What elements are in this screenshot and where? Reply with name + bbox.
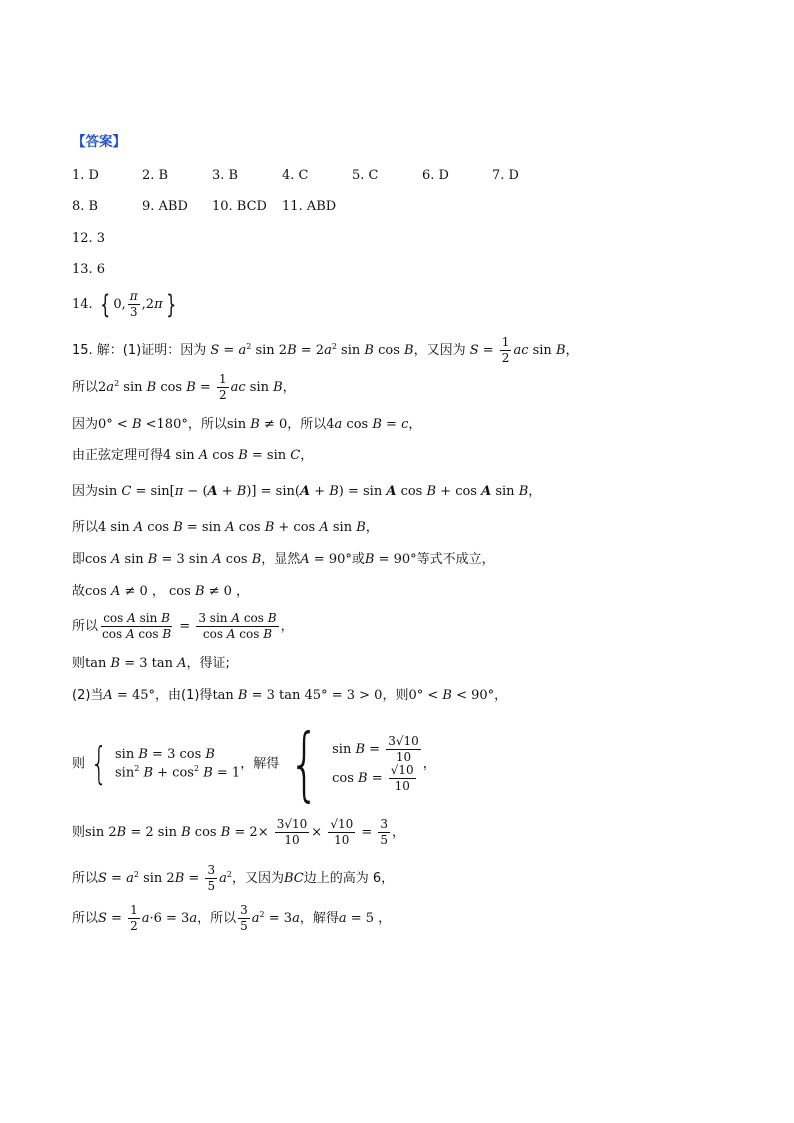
answer-item: 12. 3 — [72, 231, 106, 246]
solution-line: 故cos A ≠ 0 ， cos B ≠ 0 ， — [72, 584, 250, 599]
solution-line: 由正弦定理可得4 sin A cos B = sin C， — [72, 448, 314, 463]
answer-item: 1. D — [72, 168, 99, 183]
solution-line: 所以4 sin A cos B = sin A cos B + cos A sin B， — [72, 520, 379, 535]
solution-line: 所以 $\frac{\text{cos A sin B}}{\text{cos A cos B}}$ = $\frac{\text{3 sin A cos B}}{\text{cos A cos B}}$ ， — [72, 611, 294, 642]
solution-line: (2)当A = 45°，由(1)得tan B = 3 tan 45° = 3 > 0，则0° < B < 90°， — [72, 688, 508, 703]
answer-14: 14. { 0, $\frac{\pi}{3}$ ,2π } — [72, 289, 176, 320]
answer-item: 7. D — [492, 168, 519, 183]
answer-14-label: 14. — [72, 297, 93, 313]
solution-line: 即cos A sin B = 3 sin A cos B，显然A = 90°或B = 90°等式不成立， — [72, 552, 495, 567]
answer-item: 3. B — [212, 168, 239, 183]
answer-item: 4. C — [282, 168, 309, 183]
solution-line: 所以$S = a^2$ sin 2B = $\frac{3}{5}$ $a^2$，又因为BC边上的高为 6， — [72, 863, 395, 894]
answer-item: 2. B — [142, 168, 169, 183]
answer-item: 10. BCD — [212, 199, 267, 214]
answer-heading: 【答案】 — [72, 134, 126, 150]
answer-item: 13. 6 — [72, 262, 106, 277]
answer-item: 11. ABD — [282, 199, 337, 214]
solution-line: 所以$2a^2$ sin B cos B = $\frac{1}{2}$ ac sin B， — [72, 372, 296, 403]
solution-line: 15. 解：(1)证明：因为 $S = a^2$ $\sin 2B = 2a^2$ sin B cos B，又因为 S = $\frac{1}{2}$ ac sin B， — [72, 335, 579, 366]
solution-line: 则 { sin B = 3 cos B $\sin^2 B + \cos^2 B = 1$ ，解得 { sin B = $\frac{3√10}{10}$ cos B = $\frac{√10}{10}$ ， — [72, 717, 436, 810]
answer-item: 8. B — [72, 199, 99, 214]
solution-line: 因为0° < B <180°，所以sin B ≠ 0，所以4a cos B = c， — [72, 417, 422, 432]
solution-line: 则tan B = 3 tan A，得证; — [72, 656, 230, 671]
solution-line: 因为sin C = sin[π − (A + B)] = sin(A + B) = sin A cos B + cos A sin B， — [72, 484, 542, 499]
answer-item: 6. D — [422, 168, 449, 183]
answer-item: 9. ABD — [142, 199, 188, 214]
answer-item: 5. C — [352, 168, 379, 183]
solution-line: 所以S = $\frac{1}{2}$ a·6 = 3a，所以 $\frac{3}{5}$ $a^2 = 3a$，解得a = 5 ， — [72, 903, 392, 934]
solution-line: 则sin 2B = 2 sin B cos B = 2× $\frac{3√10}{10}$ × $\frac{√10}{10}$ = $\frac{3}{5}$ ， — [72, 817, 406, 848]
